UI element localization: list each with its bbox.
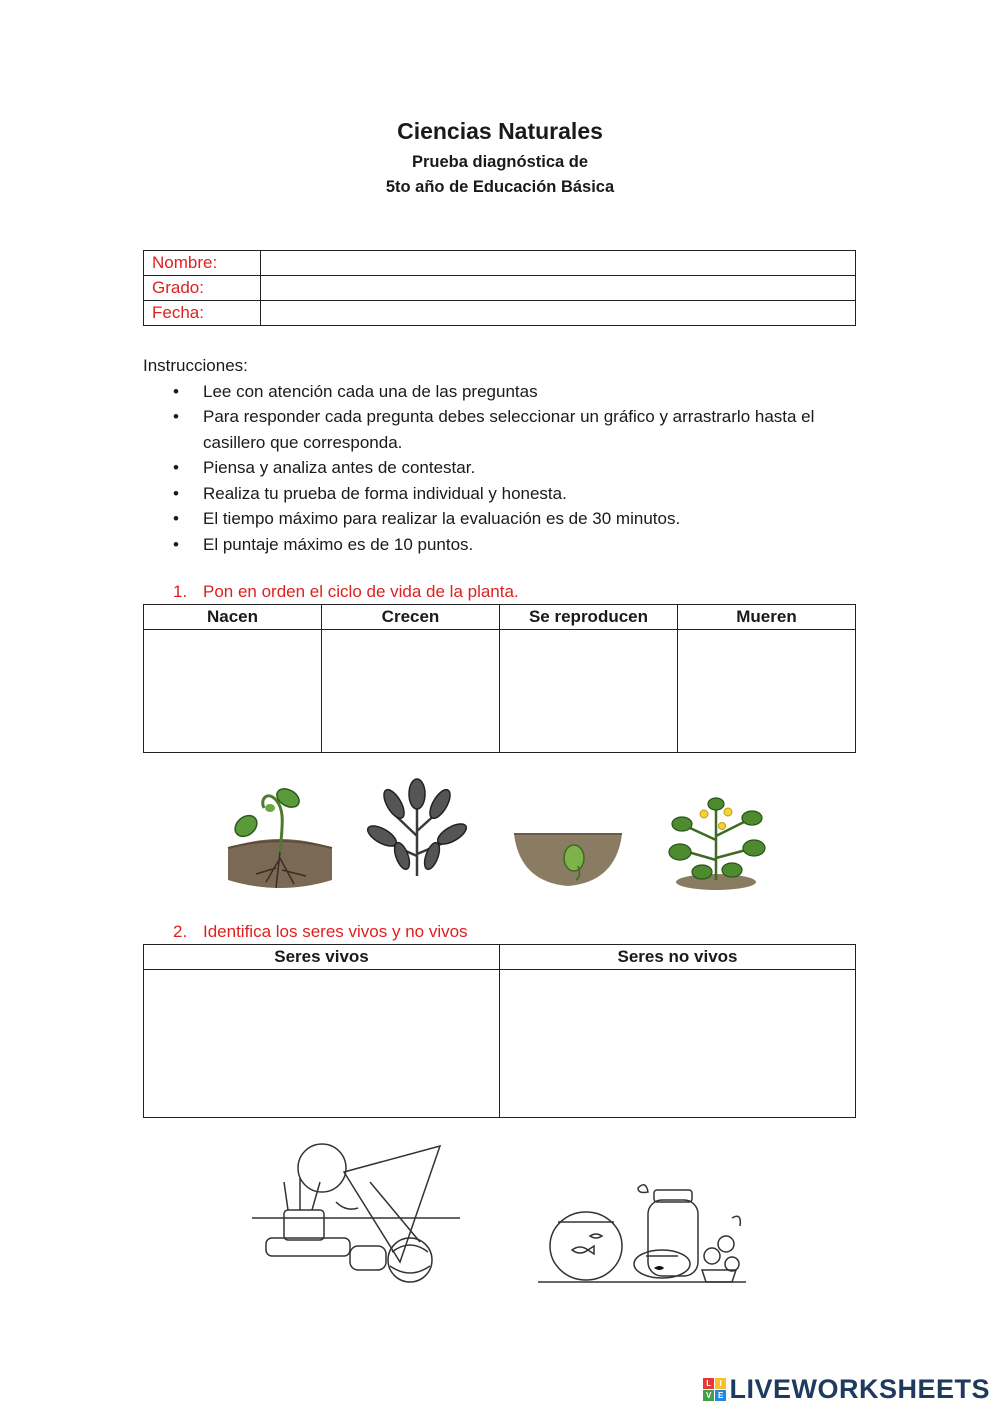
- grade-field[interactable]: [261, 276, 856, 301]
- question-2-text: Identifica los seres vivos y no vivos: [203, 922, 468, 941]
- wilted-plant-image[interactable]: [366, 776, 468, 878]
- instructions: [143, 353, 863, 557]
- non-living-objects-image[interactable]: [250, 1142, 462, 1284]
- info-row-name: [144, 251, 856, 276]
- seedling-sprout-image[interactable]: [226, 778, 334, 893]
- question-1-number: 1.: [173, 582, 188, 601]
- student-info-table: [143, 250, 856, 326]
- drop-zone-nacen[interactable]: [144, 630, 322, 753]
- drop-zone-se-reproducen[interactable]: [500, 630, 678, 753]
- instruction-item: • Para responder cada pregunta debes seleccionar un gráfico y arrastrarlo hasta el casillero que corresponda.: [203, 404, 853, 455]
- page-subtitle-2: 5to año de Educación Básica: [385, 178, 615, 196]
- name-field[interactable]: [261, 251, 856, 276]
- drop-zone-crecen[interactable]: [322, 630, 500, 753]
- instruction-item: • El puntaje máximo es de 10 puntos.: [203, 532, 863, 558]
- instruction-item: • Lee con atención cada una de las preguntas: [203, 379, 863, 405]
- grade-label: Grado:: [144, 276, 261, 301]
- question-2-number: 2.: [173, 922, 188, 941]
- flowering-plant-image[interactable]: [666, 790, 770, 892]
- drop-zone-mueren[interactable]: [678, 630, 856, 753]
- column-header-seres-no-vivos: Seres no vivos: [500, 945, 856, 970]
- question-1: [173, 582, 519, 602]
- question-2: [173, 922, 468, 942]
- column-header-crecen: Crecen: [322, 605, 500, 630]
- seed-in-soil-image[interactable]: [512, 826, 624, 888]
- date-field[interactable]: [261, 301, 856, 326]
- page-title: Ciencias Naturales: [397, 118, 603, 144]
- instruction-item: • Piensa y analiza antes de contestar.: [203, 455, 863, 481]
- logo-mark-icon: L I V E: [703, 1378, 726, 1401]
- instructions-list: [143, 379, 863, 558]
- living-things-table: [143, 944, 856, 1118]
- instructions-heading: Instrucciones:: [143, 356, 248, 375]
- liveworksheets-logo: [703, 1374, 990, 1405]
- drop-zone-seres-vivos[interactable]: [144, 970, 500, 1118]
- question-1-text: Pon en orden el ciclo de vida de la planta.: [203, 582, 519, 601]
- column-header-seres-vivos: Seres vivos: [144, 945, 500, 970]
- info-row-date: [144, 301, 856, 326]
- instruction-item: • Realiza tu prueba de forma individual y honesta.: [203, 481, 863, 507]
- life-cycle-table: [143, 604, 856, 753]
- logo-text: LIVEWORKSHEETS: [729, 1374, 990, 1404]
- instruction-item: • El tiempo máximo para realizar la evaluación es de 30 minutos.: [203, 506, 863, 532]
- page-subtitle-1: Prueba diagnóstica de: [411, 153, 589, 171]
- living-things-image[interactable]: [536, 1180, 748, 1288]
- drop-zone-seres-no-vivos[interactable]: [500, 970, 856, 1118]
- name-label: Nombre:: [144, 251, 261, 276]
- info-row-grade: [144, 276, 856, 301]
- column-header-se-reproducen: Se reproducen: [500, 605, 678, 630]
- column-header-nacen: Nacen: [144, 605, 322, 630]
- column-header-mueren: Mueren: [678, 605, 856, 630]
- date-label: Fecha:: [144, 301, 261, 326]
